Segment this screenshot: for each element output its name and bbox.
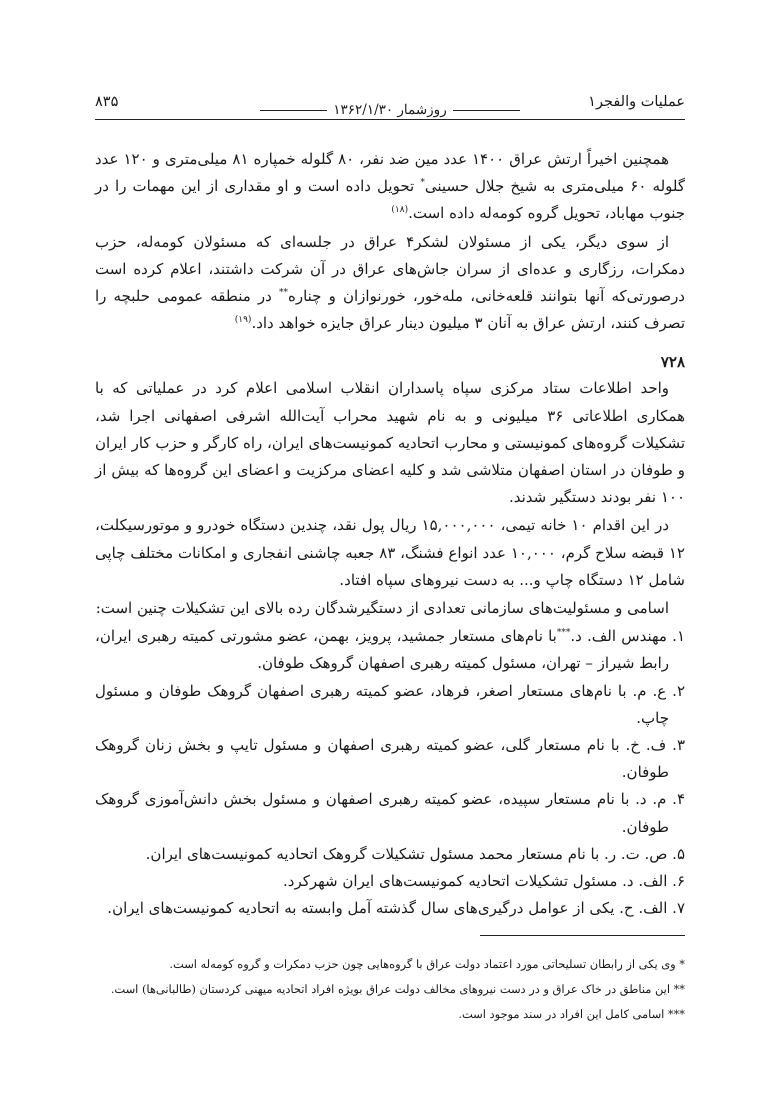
footnote-3: *** اسامی کامل این افراد در سند موجود است.: [458, 1007, 685, 1021]
footnote-1: * وی یکی از رابطان تسلیحاتی مورد اعتماد دولت عراق با گروه‌هایی چون حزب دمکرات و گروه کومه‌له است.: [169, 957, 685, 971]
paragraph-4: در این اقدام ۱۰ خانه تیمی، ۱۵,۰۰۰,۰۰۰ ریال پول نقد، چندین دستگاه خودرو و موتورسیکلت، ۱۲ قبضه سلاح گرم، ۱۰,۰۰۰ عدد انواع فشنگ، ۸۳ جعبه چاشنی انفجاری و امکانات مختلف چاپی شامل ۱۲ دستگاه چاپ و... به دست نیروهای سپاه افتاد.: [95, 516, 685, 589]
page-number: ۸۳۵: [95, 94, 119, 110]
book-title: عملیات والفجر۱: [588, 94, 685, 110]
header-left-line: [453, 110, 520, 111]
list-item: ۷. الف. ح. یکی از عوامل درگیری‌های سال گذشته آمل وابسته به اتحادیه کمونیست‌های ایران.: [107, 899, 685, 918]
footnote-rule: [480, 935, 685, 936]
footnote-mark-3: ***: [556, 628, 571, 639]
header-date-block: [260, 102, 520, 118]
list-item: [95, 623, 685, 677]
list-item: ۳. ف. خ. با نام مستعار گلی، عضو کمیته رهبری اصفهان و مسئول تایپ و بخش زنان گروهک طوفان.: [95, 736, 685, 782]
reference-19: (۱۹): [234, 315, 252, 326]
header-right-line: [260, 110, 327, 111]
paragraph-2: [95, 229, 685, 338]
paragraph-3: واحد اطلاعات ستاد مرکزی سپاه پاسداران انقلاب اسلامی اعلام کرد در عملیاتی که با همکاری اطلاعاتی ۳۶ میلیونی و به نام شهید محراب آیت‌الله اشرفی اصفهانی اجرا شد، تشکیلات گروه‌های کمونیستی و محارب اتحادیه کمونیست‌های ایران، راه کارگر و حزب کار ایران و طوفان در استان اصفهان متلاشی شد و کلیه اعضای مرکزیت و اعضای این گروه‌ها که بیش از ۱۰۰ نفر بودند دستگیر شدند.: [95, 379, 685, 507]
section-number: ۷۲۸: [660, 353, 685, 372]
paragraph-5: اسامی و مسئولیت‌های سازمانی تعدادی از دستگیرشدگان رده بالای این تشکیلات چنین است:: [95, 599, 669, 618]
paragraph-1-text-a: همچنین اخیراً ارتش عراق ۱۴۰۰ عدد مین ضد نفر، ۸۰ گلوله خمپاره ۸۱ میلی‌متری و ۱۲۰ عدد گلوله ۶۰ میلی‌متری به شیخ جلال حسینی: [95, 150, 685, 196]
footnote-2: ** این مناطق در خاک عراق و در دست نیروهای مخالف دولت عراق بویژه افراد اتحادیه میهنی کردستان (طالبانی‌ها) است.: [110, 982, 685, 996]
paragraph-2-text-a: از سوی دیگر، یکی از مسئولان لشکر۴ عراق در جلسه‌ای که مسئولان کومه‌له، حزب دمکرات، رزگاری و عده‌ای از سران جاش‌های عراق در آن شرکت داشتند، اعلام کرده است درصورتی‌که آنها بتوانند قلعه‌خانی، مله‌خور، خورنوازان و چناره: [95, 232, 685, 306]
header-rule: [95, 119, 685, 120]
paragraph-2-text-b: در منطقه عمومی حلبچه را تصرف کنند، ارتش عراق به آنان ۳ میلیون دینار عراق جایزه خواهد داد.: [95, 287, 685, 333]
list-item: ۵. ص. ت. ر. با نام مستعار محمد مسئول تشکیلات گروهک اتحادیه کمونیست‌های ایران.: [145, 844, 685, 863]
reference-18: (۱۸): [391, 205, 409, 216]
main-text: [95, 146, 685, 922]
footnotes: [85, 952, 685, 1027]
list-item: ۴. م. د. با نام مستعار سپیده، عضو کمیته رهبری اصفهان و مسئول بخش دانش‌آموزی گروهک طوفان.: [95, 790, 686, 836]
paragraph-1-text-b: تحویل داده است و او مقداری از این مهمات را در جنوب مهاباد، تحویل گروه کومه‌له داده است.: [95, 177, 685, 223]
list-item-1-text-b: با نام‌های مستعار جمشید، پرویز، بهمن، عضو مشورتی کمیته رهبری ایران، رابط شیراز – تهران، مسئول کمیته رهبری اصفهان گروهک طوفان.: [95, 627, 669, 673]
detainee-list: [95, 623, 685, 922]
list-item: ۶. الف. د. مسئول تشکیلات اتحادیه کمونیست‌های ایران شهرکرد.: [283, 872, 685, 891]
list-item-1-text-a: ۱. مهندس الف. د.: [570, 627, 685, 646]
footnote-mark-2: **: [278, 288, 288, 299]
footnote-mark-1: *: [420, 178, 425, 189]
running-header: [95, 94, 685, 118]
list-item: ۲. ع. م. با نام‌های مستعار اصغر، فرهاد، عضو کمیته رهبری اصفهان گروهک طوفان و مسئول چاپ.: [95, 681, 685, 727]
header-date: روزشمار ۱۳۶۲/۱/۳۰: [333, 102, 447, 118]
paragraph-1: [95, 146, 685, 228]
